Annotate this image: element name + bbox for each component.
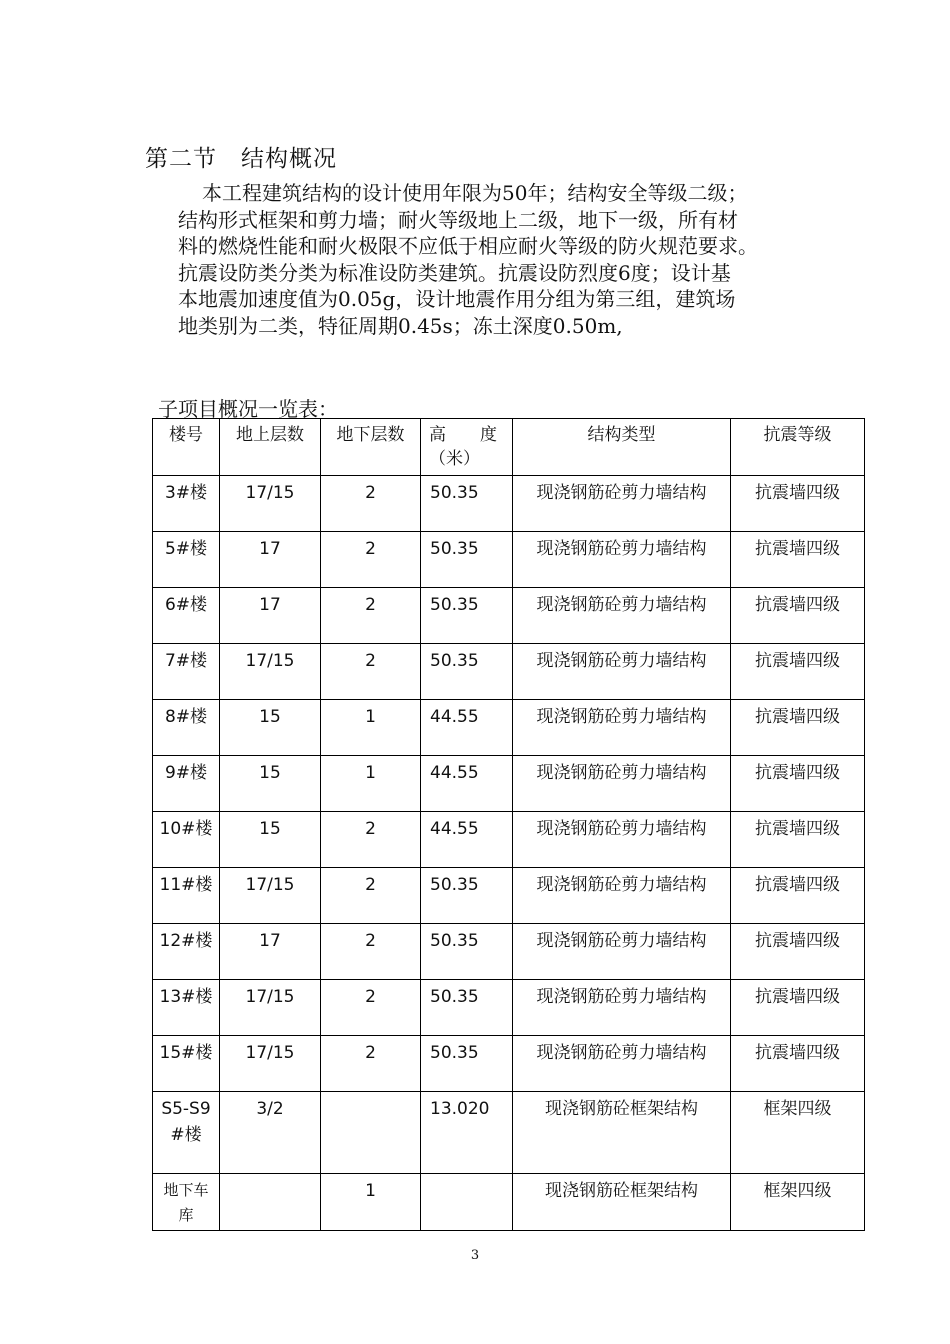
cell-floors-above: 17/15 [220, 980, 321, 1036]
cell-building: 8#楼 [153, 700, 220, 756]
cell-floors-above: 17/15 [220, 868, 321, 924]
header-floors-above: 地上层数 [220, 419, 321, 476]
table-row [153, 1092, 865, 1174]
table-row [153, 644, 865, 700]
cell-floors-below: 2 [321, 532, 421, 588]
cell-seismic-grade: 抗震墙四级 [731, 868, 865, 924]
header-building: 楼号 [153, 419, 220, 476]
cell-floors-below: 2 [321, 924, 421, 980]
cell-building: 15#楼 [153, 1036, 220, 1092]
cell-floors-above: 17 [220, 924, 321, 980]
cell-floors-above: 15 [220, 756, 321, 812]
header-floors-below: 地下层数 [321, 419, 421, 476]
cell-building: 6#楼 [153, 588, 220, 644]
cell-building: 10#楼 [153, 812, 220, 868]
cell-building: 13#楼 [153, 980, 220, 1036]
cell-seismic-grade: 抗震墙四级 [731, 756, 865, 812]
cell-seismic-grade: 框架四级 [731, 1092, 865, 1174]
header-height [421, 419, 513, 476]
subproject-table [152, 418, 865, 1231]
paragraph-line: 料的燃烧性能和耐火极限不应低于相应耐火等级的防火规范要求。 [178, 234, 758, 258]
table-row [153, 812, 865, 868]
cell-floors-above: 15 [220, 812, 321, 868]
cell-floors-above: 15 [220, 700, 321, 756]
cell-building: 7#楼 [153, 644, 220, 700]
table-row [153, 868, 865, 924]
header-height-unit: （米） [429, 449, 480, 469]
cell-building: 3#楼 [153, 476, 220, 532]
cell-floors-above: 17 [220, 532, 321, 588]
cell-seismic-grade: 抗震墙四级 [731, 812, 865, 868]
table-row [153, 980, 865, 1036]
cell-seismic-grade: 抗震墙四级 [731, 644, 865, 700]
cell-seismic-grade: 抗震墙四级 [731, 700, 865, 756]
cell-seismic-grade: 抗震墙四级 [731, 532, 865, 588]
paragraph-line: 结构形式框架和剪力墙；耐火等级地上二级，地下一级，所有材 [178, 207, 738, 232]
cell-floors-above: 17 [220, 588, 321, 644]
cell-seismic-grade: 抗震墙四级 [731, 924, 865, 980]
table-row [153, 700, 865, 756]
table-row [153, 924, 865, 980]
table-row [153, 588, 865, 644]
page-number: 3 [470, 1248, 480, 1263]
cell-floors-below: 2 [321, 588, 421, 644]
table-caption: 子项目概况一览表： [158, 397, 338, 421]
cell-building: 5#楼 [153, 532, 220, 588]
cell-height: 13.020 [421, 1092, 513, 1174]
cell-structure-type: 现浇钢筋砼剪力墙结构 [513, 1036, 731, 1092]
cell-floors-below: 2 [321, 644, 421, 700]
cell-floors-below: 2 [321, 980, 421, 1036]
cell-floors-above [220, 1174, 321, 1231]
cell-structure-type: 现浇钢筋砼剪力墙结构 [513, 532, 731, 588]
cell-structure-type: 现浇钢筋砼剪力墙结构 [513, 644, 731, 700]
table-row [153, 756, 865, 812]
cell-structure-type: 现浇钢筋砼框架结构 [513, 1174, 731, 1231]
cell-height: 50.35 [421, 980, 513, 1036]
structure-overview-paragraph [178, 180, 828, 339]
table-header-row [153, 419, 865, 476]
section-heading: 第二节 结构概况 [145, 146, 337, 172]
table-row [153, 532, 865, 588]
header-structure-type: 结构类型 [513, 419, 731, 476]
cell-seismic-grade: 抗震墙四级 [731, 1036, 865, 1092]
table-row [153, 476, 865, 532]
cell-floors-below: 1 [321, 1174, 421, 1231]
cell-structure-type: 现浇钢筋砼剪力墙结构 [513, 980, 731, 1036]
paragraph-line: 地类别为二类，特征周期0.45s；冻土深度0.50m, [178, 313, 623, 338]
cell-floors-above: 17/15 [220, 1036, 321, 1092]
cell-height: 50.35 [421, 588, 513, 644]
cell-structure-type: 现浇钢筋砼剪力墙结构 [513, 868, 731, 924]
cell-structure-type: 现浇钢筋砼剪力墙结构 [513, 476, 731, 532]
table-row [153, 1036, 865, 1092]
cell-floors-above: 17/15 [220, 644, 321, 700]
cell-height: 50.35 [421, 476, 513, 532]
cell-building: 地下车库 [153, 1174, 220, 1231]
cell-height: 44.55 [421, 812, 513, 868]
cell-seismic-grade: 抗震墙四级 [731, 588, 865, 644]
cell-structure-type: 现浇钢筋砼框架结构 [513, 1092, 731, 1174]
cell-seismic-grade: 抗震墙四级 [731, 980, 865, 1036]
cell-structure-type: 现浇钢筋砼剪力墙结构 [513, 700, 731, 756]
cell-height: 50.35 [421, 868, 513, 924]
cell-floors-below: 1 [321, 700, 421, 756]
cell-building: 9#楼 [153, 756, 220, 812]
paragraph-line: 本工程建筑结构的设计使用年限为50年；结构安全等级二级； [202, 181, 748, 205]
cell-seismic-grade: 抗震墙四级 [731, 476, 865, 532]
cell-floors-below: 2 [321, 812, 421, 868]
header-height-label: 高 度 [429, 425, 497, 445]
cell-floors-above: 3/2 [220, 1092, 321, 1174]
cell-height: 44.55 [421, 756, 513, 812]
cell-building: 12#楼 [153, 924, 220, 980]
cell-seismic-grade: 框架四级 [731, 1174, 865, 1231]
cell-floors-below: 2 [321, 476, 421, 532]
cell-structure-type: 现浇钢筋砼剪力墙结构 [513, 588, 731, 644]
cell-height: 44.55 [421, 700, 513, 756]
cell-height: 50.35 [421, 924, 513, 980]
cell-structure-type: 现浇钢筋砼剪力墙结构 [513, 812, 731, 868]
cell-structure-type: 现浇钢筋砼剪力墙结构 [513, 924, 731, 980]
cell-floors-below: 2 [321, 1036, 421, 1092]
cell-structure-type: 现浇钢筋砼剪力墙结构 [513, 756, 731, 812]
cell-floors-below: 1 [321, 756, 421, 812]
cell-height: 50.35 [421, 532, 513, 588]
cell-building: S5-S9#楼 [153, 1092, 220, 1174]
cell-height: 50.35 [421, 644, 513, 700]
table-row [153, 1174, 865, 1231]
cell-height: 50.35 [421, 1036, 513, 1092]
cell-height [421, 1174, 513, 1231]
cell-floors-below: 2 [321, 868, 421, 924]
cell-floors-below [321, 1092, 421, 1174]
cell-building: 11#楼 [153, 868, 220, 924]
paragraph-line: 本地震加速度值为0.05g，设计地震作用分组为第三组，建筑场 [178, 287, 736, 311]
cell-floors-above: 17/15 [220, 476, 321, 532]
header-seismic-grade: 抗震等级 [731, 419, 865, 476]
paragraph-line: 抗震设防类分类为标准设防类建筑。抗震设防烈度6度；设计基 [178, 260, 731, 285]
